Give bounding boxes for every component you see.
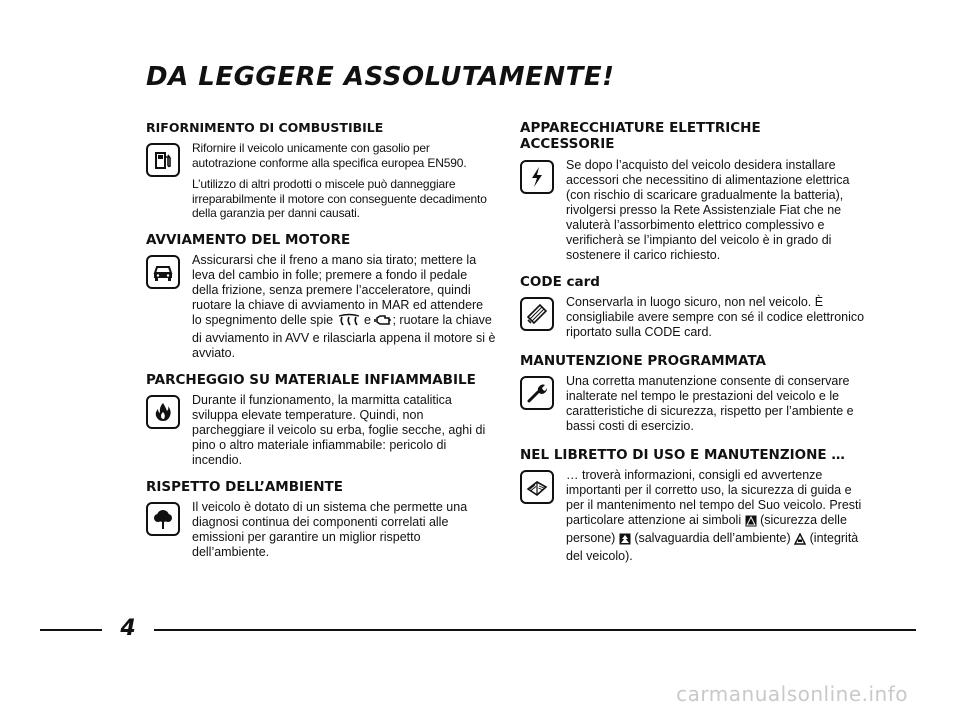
paragraph: Rifornire il veicolo unicamente con gasolio per autotrazione conforme alla specifica europea EN590. <box>192 141 467 170</box>
symbol-label: (sicurezza delle persone) <box>566 513 847 545</box>
page-number: 4 <box>120 616 136 641</box>
section-parcheggio <box>146 372 496 475</box>
paragraph: ; ruotare la chiave di avviamento in AVV e rilasciarla appena il motore si è avviato. <box>192 312 496 360</box>
tree-icon <box>146 502 180 536</box>
paragraph: Una corretta manutenzione consente di conservare inalterate nel tempo le prestazioni del veicolo e le caratteristiche di sicurezza, rispetto per l’ambiente e bassi costi di esercizio. <box>566 374 854 433</box>
section-title: PARCHEGGIO SU MATERIALE INFIAMMABILE <box>146 371 476 388</box>
watermark: carmanualsonline.info <box>676 682 908 706</box>
environment-icon <box>619 533 631 549</box>
paragraph: Se dopo l’acquisto del veicolo desidera installare accessori che necessitino di alimentazione elettrica (con rischio di scaricare gradualmente la batteria), rivolgersi presso la Rete Assistenziale Fiat che ne valuterà l’assorbimento elettrico complessivo e verificherà se l’impianto del veicolo è in grado di sostenere il carico richiesto. <box>566 158 850 262</box>
symbol-label: (integrità del veicolo). <box>566 531 859 563</box>
paragraph: Il veicolo è dotato di un sistema che permette una diagnosi continua dei componenti correlati alle emissioni per garantire un miglior rispetto dell’ambiente. <box>192 499 468 559</box>
section-code <box>520 274 870 347</box>
paragraph: … troverà informazioni, consigli ed avvertenze importanti per il corretto uso, la sicurezza di guida e per il mantenimento nel tempo del Suo veicolo. Presti particolare attenzione ai simboli <box>566 468 862 527</box>
left-column <box>146 120 496 567</box>
section-title: RIFORNIMENTO DI COMBUSTIBILE <box>146 120 384 135</box>
footer-rule-right <box>154 629 916 631</box>
section-libretto <box>520 447 870 571</box>
book-icon <box>520 470 554 504</box>
conjunction-text: e <box>364 312 371 327</box>
flame-icon <box>146 395 180 429</box>
section-ambiente <box>146 479 496 567</box>
section-title: AVVIAMENTO DEL MOTORE <box>146 231 351 248</box>
footer-rule-left <box>40 629 102 631</box>
paragraph: Conservarla in luogo sicuro, non nel veicolo. È consigliabile avere sempre con sé il codice elettronico riportato sulla CODE card. <box>566 295 865 339</box>
lightning-icon <box>520 160 554 194</box>
person-safety-icon <box>745 515 757 531</box>
section-apparecchiature <box>520 120 870 270</box>
car-icon <box>146 255 180 289</box>
section-title: RISPETTO DELL’AMBIENTE <box>146 478 343 495</box>
page-title: DA LEGGERE ASSOLUTAMENTE! <box>146 62 615 92</box>
section-title: CODE card <box>520 274 600 290</box>
card-icon <box>520 297 554 331</box>
paragraph: Durante il funzionamento, la marmitta catalitica sviluppa elevate temperature. Quindi, non parcheggiare il veicolo su erba, foglie secche, aghi di pino o altro materiale infiammabile: pericolo di incendio. <box>192 392 486 467</box>
paragraph: L’utilizzo di altri prodotti o miscele può danneggiare irreparabilmente il motore con conseguente decadimento della garanzia per danni causati. <box>192 177 487 220</box>
section-manutenzione <box>520 353 870 441</box>
section-avviamento <box>146 232 496 368</box>
fuel-pump-icon <box>146 143 180 177</box>
right-column <box>520 120 870 571</box>
engine-icon <box>374 313 392 331</box>
section-title: NEL LIBRETTO DI USO E MANUTENZIONE … <box>520 447 845 463</box>
glow-plug-icon <box>337 313 361 331</box>
vehicle-integrity-icon <box>794 533 806 549</box>
symbol-label: (salvaguardia dell’ambiente) <box>634 531 791 545</box>
section-rifornimento <box>146 120 496 228</box>
paragraph: Assicurarsi che il freno a mano sia tirato; mettere la leva del cambio in folle; premere a fondo il pedale della frizione, senza premere l’acceleratore, quindi ruotare la chiave di avviamento in MAR ed attendere lo spegnimento delle spie <box>192 252 484 327</box>
wrench-icon <box>520 376 554 410</box>
section-title: APPARECCHIATURE ELETTRICHE ACCESSORIE <box>520 120 761 152</box>
section-title: MANUTENZIONE PROGRAMMATA <box>520 353 766 369</box>
